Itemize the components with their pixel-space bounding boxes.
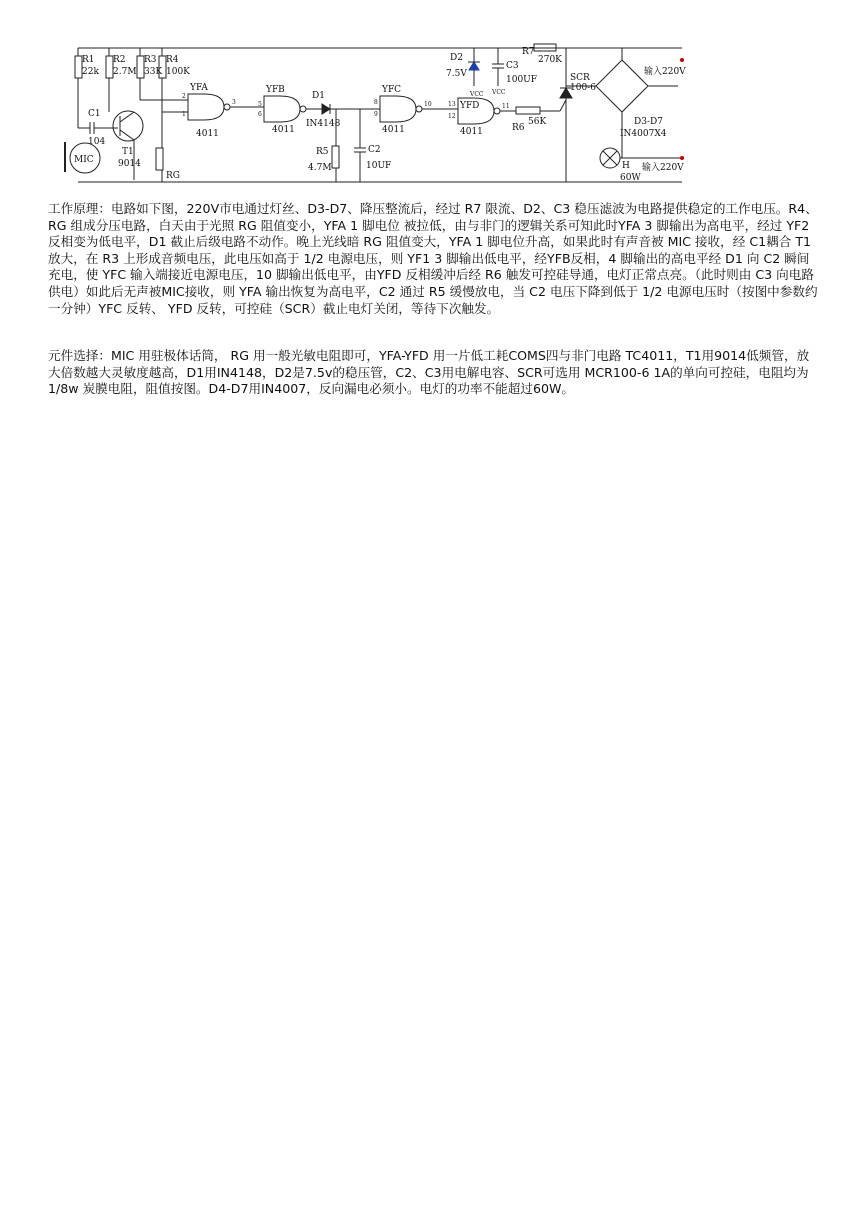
label-c3: C3: [506, 61, 519, 71]
label-d2: D2: [450, 53, 463, 63]
label-r2-val: 2.7M: [113, 67, 137, 77]
label-r7-val: 270K: [538, 55, 562, 65]
pin-8: 8: [374, 99, 378, 106]
label-yfd: YFD: [460, 101, 480, 111]
label-yfb: YFB: [266, 85, 285, 95]
label-r1-val: 22k: [82, 67, 99, 77]
label-d1: D1: [312, 91, 325, 101]
working-principle-paragraph: 工作原理：电路如下图，220V市电通过灯丝、D3-D7、降压整流后，经过 R7 限流、D2、C3 稳压滤波为电路提供稳定的工作电压。R4、RG 组成分压电路，白天由于光照 RG 阻值变小，YFA 1 脚电位 被拉低，由与非门的逻辑关系可知此时YFA 3 脚输出为高电平，经过 YF2 反相变为低电平，D1 截止后级电路不动作。晚上光线暗 RG 阻值变大，YFA 1 脚电位升高，如果此时有声音被 MIC 接收，经 C1耦合 T1 放大，在 R3 上形成音频电压，此电压如高于 1/2 电源电压，则 YF1 3 脚输出低电平，经YFB反相，4 脚输出的高电平经 D1 向 C2 瞬间充电，使 YFC 输入端接近电源电压，10 脚输出低电平，由YFD 反相缓冲后经 R6 触发可控硅导通，电灯正常点亮。（此时则由 C3 向电路供电）如此后无声被MIC接收，则 YFA 输出恢复为高电平，C2 通过 R5 缓慢放电，当 C2 电压下降到低于 1/2 电源电压时（按图中参数约一分钟）YFC 反转、 YFD 反转，可控硅（SCR）截止电灯关闭，等待下次触发。: [48, 201, 818, 316]
label-vcc2: VCC: [492, 89, 506, 96]
label-t1-val: 9014: [118, 159, 141, 169]
label-yfd-chip: 4011: [460, 127, 483, 137]
label-mic: MIC: [74, 155, 94, 165]
label-lamp: H: [622, 161, 630, 171]
pin-5: 5: [258, 101, 262, 108]
label-r3: R3: [144, 55, 157, 65]
label-r4: R4: [166, 55, 179, 65]
label-c2: C2: [368, 145, 381, 155]
pin-10: 10: [424, 101, 432, 108]
pin-12: 12: [448, 113, 456, 120]
label-vcc1: VCC: [470, 91, 484, 98]
label-r7: R7: [522, 47, 535, 57]
label-d3d7: D3-D7: [634, 117, 663, 127]
label-yfc-chip: 4011: [382, 125, 405, 135]
pin-6: 6: [258, 111, 262, 118]
label-c1: C1: [88, 109, 101, 119]
pin-2: 2: [182, 93, 186, 100]
pin-1: 1: [182, 111, 186, 118]
pin-9: 9: [374, 111, 378, 118]
label-input-top: 输入220V: [644, 67, 686, 77]
label-input-bottom: 输入220V: [642, 163, 684, 173]
label-yfa: YFA: [190, 83, 208, 93]
label-lamp-val: 60W: [620, 173, 641, 183]
pin-11: 11: [502, 103, 510, 110]
label-d2-val: 7.5V: [446, 69, 467, 79]
label-r3-val: 33K: [144, 67, 163, 77]
label-r1: R1: [82, 55, 95, 65]
pin-13: 13: [448, 101, 456, 108]
label-yfc: YFC: [382, 85, 402, 95]
label-d1-val: IN4148: [306, 119, 341, 129]
label-r5: R5: [316, 147, 329, 157]
label-bridge-val: IN4007X4: [620, 129, 667, 139]
label-yfb-chip: 4011: [272, 125, 295, 135]
circuit-schematic: [60, 40, 700, 190]
label-rg: RG: [166, 171, 180, 181]
label-r4-val: 100K: [166, 67, 190, 77]
label-r5-val: 4.7M: [308, 163, 332, 173]
label-t1: T1: [122, 147, 134, 157]
label-yfa-chip: 4011: [196, 129, 219, 139]
component-selection-paragraph: 元件选择：MIC 用驻极体话筒， RG 用一般光敏电阻即可，YFA-YFD 用一片低工耗COMS四与非门电路 TC4011，T1用9014低频管，放大倍数越大灵敏度越高，D1用IN4148，D2是7.5v的稳压管，C2、C3用电解电容、SCR可选用 MCR100-6 1A的单向可控硅，电阻均为 1/8w 炭膜电阻，阻值按图。D4-D7用IN4007，反向漏电必须小。电灯的功率不能超过60W。: [48, 348, 810, 397]
label-r6: R6: [512, 123, 525, 133]
label-c3-val: 100UF: [506, 75, 538, 85]
label-scr: SCR: [570, 73, 590, 83]
label-c1-val: 104: [88, 137, 106, 147]
label-c2-val: 10UF: [366, 161, 392, 171]
pin-3: 3: [232, 99, 236, 106]
label-r2: R2: [113, 55, 126, 65]
label-r6-val: 56K: [528, 117, 547, 127]
label-scr-val: 100-6: [570, 83, 596, 93]
